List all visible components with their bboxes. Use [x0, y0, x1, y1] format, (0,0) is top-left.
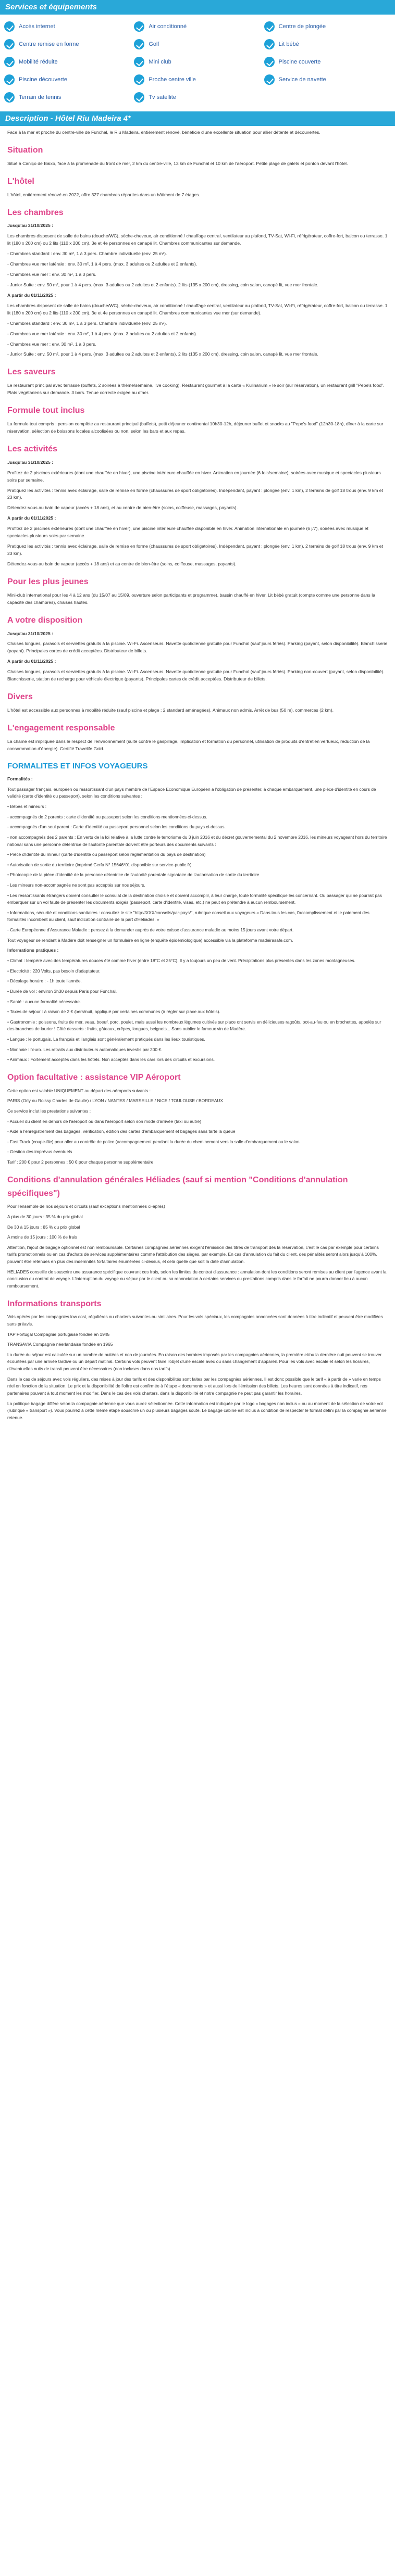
equipment-label: Accès internet	[19, 23, 55, 30]
section-paragraph: Pratiquez les activités : tennis avec éclairage, salle de remise en forme (chaussures de sport obligatoires). Indépendant, payant : plongée (env. 1 km), 2 terrains de golf 18 trous (env. 9 km et 23 km).	[7, 544, 383, 557]
check-icon	[264, 21, 275, 32]
formalites-paragraph: • Taxes de séjour : à raison de 2 € /pers/nuit, appliqué par certaines communes (à régler sur place aux hôtels).	[7, 1009, 220, 1015]
equipments-title: Services et équipements	[5, 3, 97, 11]
formalites-paragraph: Tout passager français, européen ou ressortissant d'un pays membre de l'Espace Economique Européen a l'obligation de présenter, à chaque embarquement, une pièce d'identité en cours de validité (carte d'identité ou passeport), selon les conditions suivantes :	[7, 786, 376, 799]
formalites-paragraph: - non accompagnés des 2 parents : En vertu de la loi relative à la lutte contre le terrorisme du 3 juin 2016 et du décret gouvernemental du 2 novembre 2016, les mineurs voyageant hors du territoire national sans une personne détentrice de l'autorité parentale doivent être porteurs des documents suivants :	[7, 834, 387, 847]
section-paragraph: Jusqu'au 31/10/2025 :	[7, 223, 54, 229]
transport-paragraph: TAP Portugal Compagnie portugaise fondée en 1945	[7, 1331, 110, 1337]
equipment-label: Air conditionné	[149, 23, 187, 30]
transfert-paragraph: Cette option est valable UNIQUEMENT au départ des aéroports suivants :	[7, 1088, 151, 1093]
section-paragraph: Chaises longues, parasols et serviettes gratuits à la piscine. Wi-Fi. Ascenseurs. Navette quotidienne gratuite pour Funchal (sauf jours fériés). Parking non-couvert (payant, selon disponibilité). Blanchisserie, station de recharge pour véhicule électrique (payants). Principales cartes de crédit acceptées. Distributeur de billets.	[7, 669, 385, 682]
section-heading: Formule tout inclus	[7, 406, 85, 415]
equipment-label: Centre de plongée	[278, 23, 326, 30]
check-icon	[264, 74, 275, 85]
annulation-heading: Conditions d'annulation générales Héliades (sauf si mention "Conditions d'annulation spécifiques")	[7, 1175, 348, 1198]
annulation-body	[7, 1203, 388, 1290]
section-paragraph: Situé à Caniço de Baixo, face à la promenade du front de mer, 2 km du centre-ville, 13 km de Funchal et 10 km de l'aéroport. Petite plage de galets et ponton devant l'hôtel.	[7, 160, 348, 166]
check-icon	[134, 39, 144, 49]
section-paragraph: Détendez-vous au bain de vapeur (accès + 18 ans) et au centre de bien-être (soins, coiffeuse, massages, payants).	[7, 561, 237, 566]
transport-paragraph: Dans le cas de séjours avec vols réguliers, des mises à jour des tarifs et des disponibilités sont faites par les compagnies aériennes. Il est donc possible que le tarif « à partir de » varie en temps réel en fonction de la situation. Le prix et la disponibilité de l'offre est confirmée à l'étape « documents » et aussi lors de l'émission des billets. Les heures sont données à titre indicatif, nos partenaires pouvant à tout moment les modifier. Dans le cas des vols charters, dans la disponibilité et notre compagnie ne peut pas garantir les horaires.	[7, 1376, 381, 1396]
section-paragraph: La chaîne est impliquée dans le respect de l'environnement (suite contre le gaspillage, implication et formation du personnel, utilisation de produits d'entretien vertueux, réduction de la consommation d'énergie). Certifié Travelife Gold.	[7, 738, 370, 751]
check-icon	[4, 21, 15, 32]
section-paragraph: - Chambres vue mer latérale : env. 30 m², 1 à 4 pers. (max. 3 adultes ou 2 adultes et 2 enfants).	[7, 261, 198, 267]
equipment-item	[134, 55, 261, 69]
transfert-paragraph: Ce service inclut les prestations suivantes :	[7, 1108, 91, 1114]
formalites-paragraph: • Photocopie de la pièce d'identité de la personne détentrice de l'autorité parentale signataire de l'autorisation de sortie du territoire	[7, 872, 260, 878]
formalites-paragraph: • Décalage horaire : - 1h toute l'année.	[7, 978, 82, 984]
transfert-paragraph: PARIS (Orly ou Roissy Charles de Gaulle) / LYON / NANTES / MARSEILLE / NICE / TOULOUSE / BORDEAUX	[7, 1098, 224, 1104]
section-heading: Situation	[7, 145, 43, 155]
description-sections	[7, 144, 388, 753]
section-paragraph: Détendez-vous au bain de vapeur (accès + 18 ans), et au centre de bien-être (soins, coiffeuse, massages, payants).	[7, 505, 238, 511]
section-paragraph: Chaises longues, parasols et serviettes gratuits à la piscine. Wi-Fi. Ascenseurs. Navette quotidienne gratuite pour Funchal (sauf jours fériés). Parking (payant, selon disponibilité). Blanchisserie (payant). Principales cartes de crédit acceptées. Distributeur de billets.	[7, 641, 388, 654]
annulation-paragraph: De 30 à 15 jours : 85 % du prix global	[7, 1224, 80, 1230]
equipment-label: Service de navette	[278, 77, 326, 83]
transport-paragraph: TRANSAVIA Compagnie néerlandaise fondée en 1965	[7, 1342, 113, 1347]
annulation-paragraph: Attention, l'ajout de bagage optionnel est non remboursable. Certaines compagnies aériennes exigent l'émission des titres de transport dès la réservation, c'est le cas par exemple pour certains tarifs promotionnels ou en cas d'achats de services supplémentaires comme l'attribution des sièges, par exemple. En cas d'annulation du fait du client, des pénalités seront alors jusqu'à 100%, pouvant être retenues en plus des indemnités forfaitaires énumérées ci-dessus, et cela quelle que soit la date d'annulation.	[7, 1244, 379, 1265]
transfert-paragraph: - Aide à l'enregistrement des bagages, vérification, édition des cartes d'embarquement et bagages sans tarte la queue	[7, 1129, 236, 1134]
formalites-label: Formalités :	[7, 776, 33, 781]
formalites-body	[7, 786, 388, 1064]
equipment-label: Mini club	[149, 59, 171, 65]
section-paragraph: Le restaurant principal avec terrasse (buffets, 2 soirées à thème/semaine, live cooking). Restaurant gourmet à la carte « Kulinarium » le soir (sur réservation), un restaurant grill "Pepe's food". Plats végétariens sur demande. 3 bars. Tenue correcte exigée au dîner.	[7, 383, 385, 396]
transport-paragraph: La durée du séjour est calculée sur un nombre de nuitées et non de journées. En raison des horaires imposés par les compagnies aériennes, la première et/ou la dernière nuit peuvent se trouver écourtées par une arrivée tardive ou un départ matinal. Certains vols peuvent faire l'objet d'une escale avec ou sans changement d'appareil. Pour les vols avec escale et selon les horaires, d'éventuelles nuits de transit peuvent être nécessaires (non incluses dans nos tarifs).	[7, 1352, 382, 1372]
check-icon	[264, 39, 275, 49]
equipment-item	[4, 37, 131, 51]
equipment-label: Tv satellite	[149, 94, 176, 100]
formalites-paragraph: • Autorisation de sortie du territoire (imprimé Cerfa N° 15646*01 disponible sur service-public.fr)	[7, 862, 192, 867]
equipment-item	[4, 20, 131, 33]
description-title: Description - Hôtel Riu Madeira 4*	[5, 114, 131, 123]
check-icon	[134, 92, 144, 103]
formalites-paragraph: • Gastronomie : poissons, fruits de mer, veau, boeuf, porc, poulet, mais aussi les nombreux légumes cultivés sur place ont servis en délicieuses ragoûts, pot-au-feu ou en brochettes, appelés sur des branches de laurier ! Côté desserts : fruits, gâteaux, crêpes, longues, beignets... Sans oublier le fameux vin de Madère.	[7, 1019, 381, 1032]
section-paragraph: Profitez de 2 piscines extérieures (dont une chauffée en hiver), une piscine intérieure chauffée en hiver. Animation en journée (6 fois/semaine), soirées avec musique et spectacles plusieurs soirs par semaine.	[7, 470, 381, 483]
transport-paragraph: La politique bagage diffère selon la compagnie aérienne que vous aurez sélectionnée. Cette information est indiquée par le logo « bagages non inclus » ou au moment de la sélection de votre vol (rubrique « transport »). Vous pourrez à cette même étape souscrire un ou plusieurs bagages soute. Le bagage cabine est inclus à condition de respecter le format défini par la compagnie aérienne retenue.	[7, 1400, 387, 1420]
equipments-banner	[0, 0, 395, 15]
formalites-paragraph: • Electricité : 220 Volts, pas besoin d'adaptateur.	[7, 968, 101, 974]
section-paragraph: - Junior Suite : env. 50 m², pour 1 à 4 pers. (max. 3 adultes ou 2 adultes et 2 enfants). 2 lits (135 x 200 cm), dressing, coin salon, canapé lit, vue mer frontale.	[7, 351, 318, 357]
transfert-paragraph: - Accueil du client en dehors de l'aéroport ou dans l'aéroport selon son mode d'arrivée (taxi ou autre)	[7, 1118, 202, 1124]
formalites-paragraph: • Santé : aucune formalité nécessaire.	[7, 999, 81, 1004]
section-paragraph: Jusqu'au 31/10/2025 :	[7, 630, 54, 636]
equipment-label: Golf	[149, 41, 159, 47]
equipment-label: Lit bébé	[278, 41, 299, 47]
section-paragraph: Les chambres disposent de salle de bains (douche/WC), sèche-cheveux, air conditionné / chauffage central, ventilateur au plafond, TV-Sat, Wi-Fi, réfrigérateur, coffre-fort, balcon ou terrasse. 1 lit (180 x 200 cm) ou 2 lits (110 x 200 cm). 3e et 4e personnes en canapé lit. Chambres communicantes vue mer (sur demande).	[7, 302, 388, 315]
formalites-paragraph: - Les mineurs non-accompagnés ne sont pas acceptés sur nos séjours.	[7, 882, 145, 888]
transport-paragraph: Vols opérés par les compagnies low cost, régulières ou charters suivantes ou similaires. Pour les vols spéciaux, les compagnies annoncées sont données à titre indicatif et peuvent être modifiées sans préavis.	[7, 1314, 383, 1327]
formalites-paragraph: • Bébés et mineurs :	[7, 804, 47, 810]
section-heading: Les chambres	[7, 208, 64, 217]
section-heading: A votre disposition	[7, 615, 83, 625]
section-heading: Les activités	[7, 444, 58, 453]
intro-text: Face à la mer et proche du centre-ville de Funchal, le Riu Madeira, entièrement rénové, bénéficie d'une excellente situation pour allier détente et découvertes.	[7, 130, 320, 135]
section-heading: L'engagement responsable	[7, 723, 115, 733]
section-paragraph: - Chambres vue mer latérale : env. 30 m², 1 à 4 pers. (max. 3 adultes ou 2 adultes et 2 enfants).	[7, 331, 198, 336]
description-banner	[0, 111, 395, 126]
check-icon	[4, 57, 15, 67]
formalites-paragraph: • Pièce d'identité du mineur (carte d'identité ou passeport selon réglementation du pays de destination)	[7, 852, 206, 857]
transfert-paragraph: Tarif : 200 € pour 2 personnes ; 50 € pour chaque personne supplémentaire	[7, 1159, 154, 1165]
description-content	[0, 126, 395, 1421]
check-icon	[134, 21, 144, 32]
section-paragraph: Jusqu'au 31/10/2025 :	[7, 459, 54, 465]
annulation-paragraph: A plus de 30 jours : 35 % du prix global	[7, 1214, 83, 1220]
check-icon	[4, 39, 15, 49]
equipment-item	[134, 20, 261, 33]
equipments-section	[0, 15, 395, 106]
equipment-item	[4, 91, 131, 104]
check-icon	[264, 57, 275, 67]
check-icon	[134, 57, 144, 67]
equipment-label: Terrain de tennis	[19, 94, 61, 100]
transfert-heading: Option facultative : assistance VIP Aéroport	[7, 1072, 181, 1082]
equipment-item	[134, 37, 261, 51]
formalites-paragraph: • Monnaie : l'euro. Les retraits aux distributeurs automatiques investis par 200 €.	[7, 1046, 163, 1052]
annulation-paragraph: Pour l'ensemble de nos séjours et circuits (sauf exceptions mentionnées ci-après)	[7, 1204, 165, 1209]
formalites-paragraph: • Les ressortissants étrangers doivent consulter le consulat de la destination choisie et doivent accomplir, à leur charge, toute formalité spécifique les concernant. Ou passager qui ne pourrait pas embarquer sur un vol faute de présenter les documents exigés (passeport, carte d'identité, visas, etc.) ne peut en prétendre à aucun remboursement.	[7, 892, 382, 905]
formalites-paragraph: - accompagnés de 2 parents : carte d'identité ou passeport selon les conditions mentionnées ci-dessus.	[7, 814, 207, 819]
formalites-paragraph: • Climat : tempéré avec des températures douces été comme hiver (entre 18°C et 25°C). Il y a toujours un peu de vent. Précipitations plus présentes dans les zones montagneuses.	[7, 958, 355, 964]
section-paragraph: Mini-club international pour les 4 à 12 ans (du 15/07 au 15/09, ouverture selon participants et programme), bassin chauffé en hiver. Lit bébé gratuit (compte comme une personne dans la capacité des chambres), chaises hautes.	[7, 592, 375, 605]
equipment-item	[134, 91, 261, 104]
section-heading: Divers	[7, 692, 33, 702]
formalites-paragraph: • Durée de vol : environ 3h30 depuis Paris pour Funchal.	[7, 988, 117, 994]
transfert-body	[7, 1088, 388, 1166]
equipment-item	[264, 55, 391, 69]
formalites-paragraph: • Langue : le portugais. La français et l'anglais sont généralement pratiqués dans les lieux touristiques.	[7, 1037, 205, 1042]
section-paragraph: L'hôtel, entièrement rénové en 2022, offre 327 chambres réparties dans un bâtiment de 7 étages.	[7, 192, 200, 197]
section-paragraph: La formule tout compris : pension complète au restaurant principal (buffets), petit déjeuner continental 10h30-12h, déjeuner buffet et snacks au "Pepe's food" (12h30-18h), dîner à la carte sur réservation, sélection de boissons locales alcoolisées ou non, selon les bars et aux repas.	[7, 421, 384, 434]
check-icon	[134, 74, 144, 85]
section-paragraph: - Junior Suite : env. 50 m², pour 1 à 4 pers. (max. 3 adultes ou 2 adultes et 2 enfants). 2 lits (135 x 200 cm), dressing, coin salon, canapé lit, vue mer frontale.	[7, 282, 318, 288]
section-paragraph: - Chambres standard : env. 30 m², 1 à 3 pers. Chambre individuelle (env. 25 m²).	[7, 320, 167, 326]
section-paragraph: - Chambres standard : env. 30 m², 1 à 3 pers. Chambre individuelle (env. 25 m²).	[7, 251, 167, 257]
equipment-item	[264, 73, 391, 86]
section-paragraph: - Chambres vue mer : env. 30 m², 1 à 3 pers.	[7, 272, 96, 277]
formalites-paragraph: • Informations, sécurité et conditions sanitaires : consultez le site "http://XXX/conseils/par-pays/", rubrique conseil aux voyageurs « Dans tous les cas, l'accomplissement et le paiement des formalités incombent au client, sauf indication contraire de la part d'Héliades. »	[7, 910, 369, 923]
annulation-paragraph: A moins de 15 jours : 100 % de frais	[7, 1234, 78, 1240]
equipments-grid	[4, 20, 391, 104]
equipment-item	[264, 37, 391, 51]
transport-heading: Informations transports	[7, 1299, 102, 1308]
equipment-item	[134, 73, 261, 86]
equipment-item	[264, 20, 391, 33]
equipment-label: Piscine couverte	[278, 59, 321, 65]
section-heading: L'hôtel	[7, 176, 34, 186]
equipment-item	[4, 55, 131, 69]
section-paragraph: A partir du 01/11/2025 :	[7, 292, 56, 298]
section-heading: Pour les plus jeunes	[7, 577, 89, 586]
check-icon	[4, 92, 15, 103]
formalites-paragraph: - Carte Européenne d'Assurance Maladie : pensez à la demander auprès de votre caisse d'assurance maladie au moins 15 jours avant votre départ.	[7, 927, 294, 932]
formalites-paragraph: Tout voyageur se rendant à Madère doit renseigner un formulaire en ligne (enquête épidémiologique) accessible via la plateforme madeirasafe.com.	[7, 937, 293, 943]
equipment-item	[4, 73, 131, 86]
equipment-label: Mobilité réduite	[19, 59, 58, 65]
formalites-heading: FORMALITES ET INFOS VOYAGEURS	[7, 761, 148, 771]
section-paragraph: A partir du 01/11/2025 :	[7, 515, 56, 521]
section-paragraph: A partir du 01/11/2025 :	[7, 659, 56, 664]
section-paragraph: Profitez de 2 piscines extérieures (dont une chauffée en hiver), une piscine intérieure chauffée disponible en hiver. Animation internationale en journée (6 j/7), soirées avec musique et spectacles plusieurs soirs par semaine.	[7, 526, 368, 539]
check-icon	[4, 74, 15, 85]
annulation-paragraph: HELIADES conseille de souscrire une assurance spécifique couvrant ces frais, selon les limites du contrat d'assurance : annulation dont les conditions seront remises au client par l'agence avant la conclusion du contrat de voyage. L'interruption du voyage ou séjour par le client ou sa renonciation à certains services ou prestations compris dans le forfait ne pourra donner lieu à aucun remboursement.	[7, 1269, 387, 1289]
section-paragraph: Les chambres disposent de salle de bains (douche/WC), sèche-cheveux, air conditionné / chauffage central, ventilateur au plafond, TV-Sat, Wi-Fi, réfrigérateur, coffre-fort, balcon ou terrasse. 1 lit (180 x 200 cm) ou 2 lits (110 x 200 cm). 3e et 4e personnes en canapé lit. Chambres communicantes sur demande.	[7, 233, 388, 246]
section-paragraph: Pratiquez les activités : tennis avec éclairage, salle de remise en forme (chaussures de sport obligatoires). Indépendant, payant : plongée (env. 1 km), 2 terrains de golf 18 trous (env. 9 km et 23 km).	[7, 487, 383, 500]
formalites-paragraph: - accompagnés d'un seul parent : Carte d'identité ou passeport personnel selon les conditions du pays ci-dessus.	[7, 824, 226, 830]
transfert-paragraph: - Fast Track (coupe-file) pour aller au contrôle de police (accompagnement pendant la durée du cheminement vers la salle d'embarquement ou le salon	[7, 1139, 300, 1144]
formalites-paragraph: • Animaux : Fortement acceptés dans les hôtels. Non acceptés dans les cars lors des circuits et excursions.	[7, 1057, 215, 1063]
section-paragraph: - Chambres vue mer : env. 30 m², 1 à 3 pers.	[7, 341, 96, 347]
transport-body	[7, 1314, 388, 1421]
equipment-label: Piscine découverte	[19, 77, 67, 83]
equipment-label: Proche centre ville	[149, 77, 196, 83]
section-heading: Les saveurs	[7, 368, 56, 377]
equipment-label: Centre remise en forme	[19, 41, 79, 47]
transfert-paragraph: - Gestion des imprévus éventuels	[7, 1149, 72, 1155]
formalites-paragraph: Informations pratiques :	[7, 948, 59, 953]
section-paragraph: L'hôtel est accessible aux personnes à mobilité réduite (sauf piscine et plage : 2 standard aménagées). Animaux non admis. Arrêt de bus (50 m), commerces (2 km).	[7, 707, 334, 713]
